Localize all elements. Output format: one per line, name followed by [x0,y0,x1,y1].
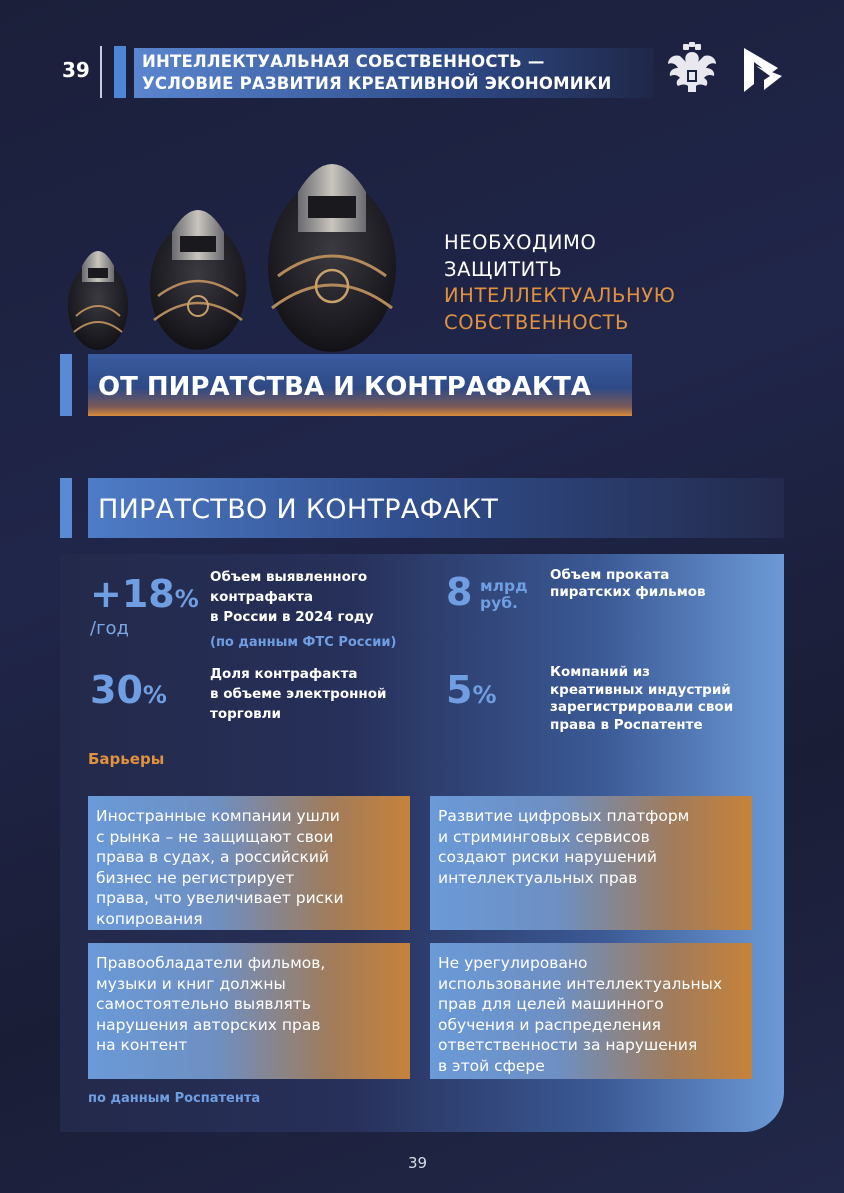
stat-4-suffix: % [472,681,497,709]
barrier-line: Не урегулировано [438,954,588,972]
stat-3-value [90,668,167,712]
barrier-line: Правообладатели фильмов, [96,954,326,972]
barrier-line: использование интеллектуальных [438,974,723,993]
stat-3-desc-line: торговли [210,706,281,722]
stat-2-unit-line: руб. [480,594,518,612]
stat-1-value [90,572,199,616]
stat-4-desc-line: права в Роспатенте [550,716,703,733]
slogan-line3: ИНТЕЛЛЕКТУАЛЬНУЮ [444,284,676,307]
stat-3-number: 30 [90,668,143,712]
barrier-box-2 [430,796,752,930]
stat-4-desc-line: зарегистрировали свои [550,699,734,715]
stat-1-desc [210,567,374,627]
barrier-box-3 [88,943,410,1079]
header-title-line2: УСЛОВИЕ РАЗВИТИЯ КРЕАТИВНОЙ ЭКОНОМИКИ [142,74,612,93]
barrier-line: обучения и распределения [438,1015,661,1034]
medium-doll [150,210,246,350]
header-divider [100,46,102,98]
barrier-line: копирования [96,909,203,928]
barrier-box-1 [88,796,410,930]
eagle-emblem-icon [664,42,720,100]
stat-3-desc-line: Доля контрафакта [210,666,358,682]
stat-1-note: (по данным ФТС России) [210,635,397,650]
stat-4-desc-line: креативных индустрий [550,681,731,698]
header-accent-bar [114,46,126,98]
section1-accent-bar [60,354,72,416]
section2-title: ПИРАТСТВО И КОНТРАФАКТ [88,478,784,538]
slogan [444,230,675,336]
stat-2-unit [480,578,528,612]
footer-page-number: 39 [408,1154,428,1172]
slogan-line1: НЕОБХОДИМО [444,231,597,254]
stat-2-desc [550,567,706,601]
barrier-line: самостоятельно выявлять [96,995,311,1013]
stat-2-desc-line: пиратских фильмов [550,584,706,600]
stat-2-desc-line: Объем проката [550,567,670,583]
stat-3-desc [210,664,387,724]
barrier-line: Развитие цифровых платформ [438,807,690,825]
barrier-line: права, что увеличивает риски [96,889,344,907]
stat-1-desc-line: Объем выявленного [210,569,368,585]
stat-1-desc-line: контрафакта [210,589,313,605]
stat-3-desc-line: в объеме электронной [210,686,387,702]
barrier-line: в этой сфере [438,1056,545,1075]
stat-4-desc [550,664,733,734]
stat-4-value [446,668,497,712]
slogan-line4: СОБСТВЕННОСТЬ [444,310,629,334]
small-doll [68,251,128,350]
barrier-line: с рынка – не защищают свои [96,827,334,846]
stat-4-desc-line: Компаний из [550,664,651,680]
barrier-line: на контент [96,1036,188,1054]
barrier-line: Иностранные компании ушли [96,807,340,825]
barrier-line: нарушения авторских прав [96,1015,321,1034]
barrier-line: прав для целей машинного [438,995,664,1013]
section2-accent-bar [60,478,72,538]
source-note: по данным Роспатента [88,1091,261,1106]
section1-title: ОТ ПИРАТСТВА И КОНТРАФАКТА [88,354,632,416]
barrier-box-4 [430,943,752,1079]
stat-1-desc-line: в России в 2024 году [210,609,374,625]
header-title [134,48,654,98]
slogan-line2: ЗАЩИТИТЬ [444,257,563,281]
stat-2-number: 8 [446,570,473,614]
barrier-line: бизнес не регистрирует [96,868,295,887]
barrier-line: ответственности за нарушения [438,1036,698,1054]
stat-2-unit-line: млрд [480,577,528,595]
barrier-line: права в судах, а российский [96,848,329,866]
barrier-line: музыки и книг должны [96,974,286,993]
stat-3-suffix: % [142,681,167,709]
header-page-number: 39 [62,58,90,82]
arrow-logo-icon [740,46,786,94]
barrier-line: создают риски нарушений [438,848,657,866]
barriers-label: Барьеры [88,750,165,768]
barrier-line: интеллектуальных прав [438,868,638,887]
header-title-line1: ИНТЕЛЛЕКТУАЛЬНАЯ СОБСТВЕННОСТЬ — [142,52,545,71]
barrier-line: и стриминговых сервисов [438,827,650,846]
stat-1-number: +18 [90,572,175,616]
large-doll [268,164,396,352]
stat-4-number: 5 [446,668,473,712]
knight-matryoshka-dolls-illustration [62,136,402,356]
stat-1-sub: /год [90,618,129,639]
stat-1-suffix: % [174,585,199,613]
